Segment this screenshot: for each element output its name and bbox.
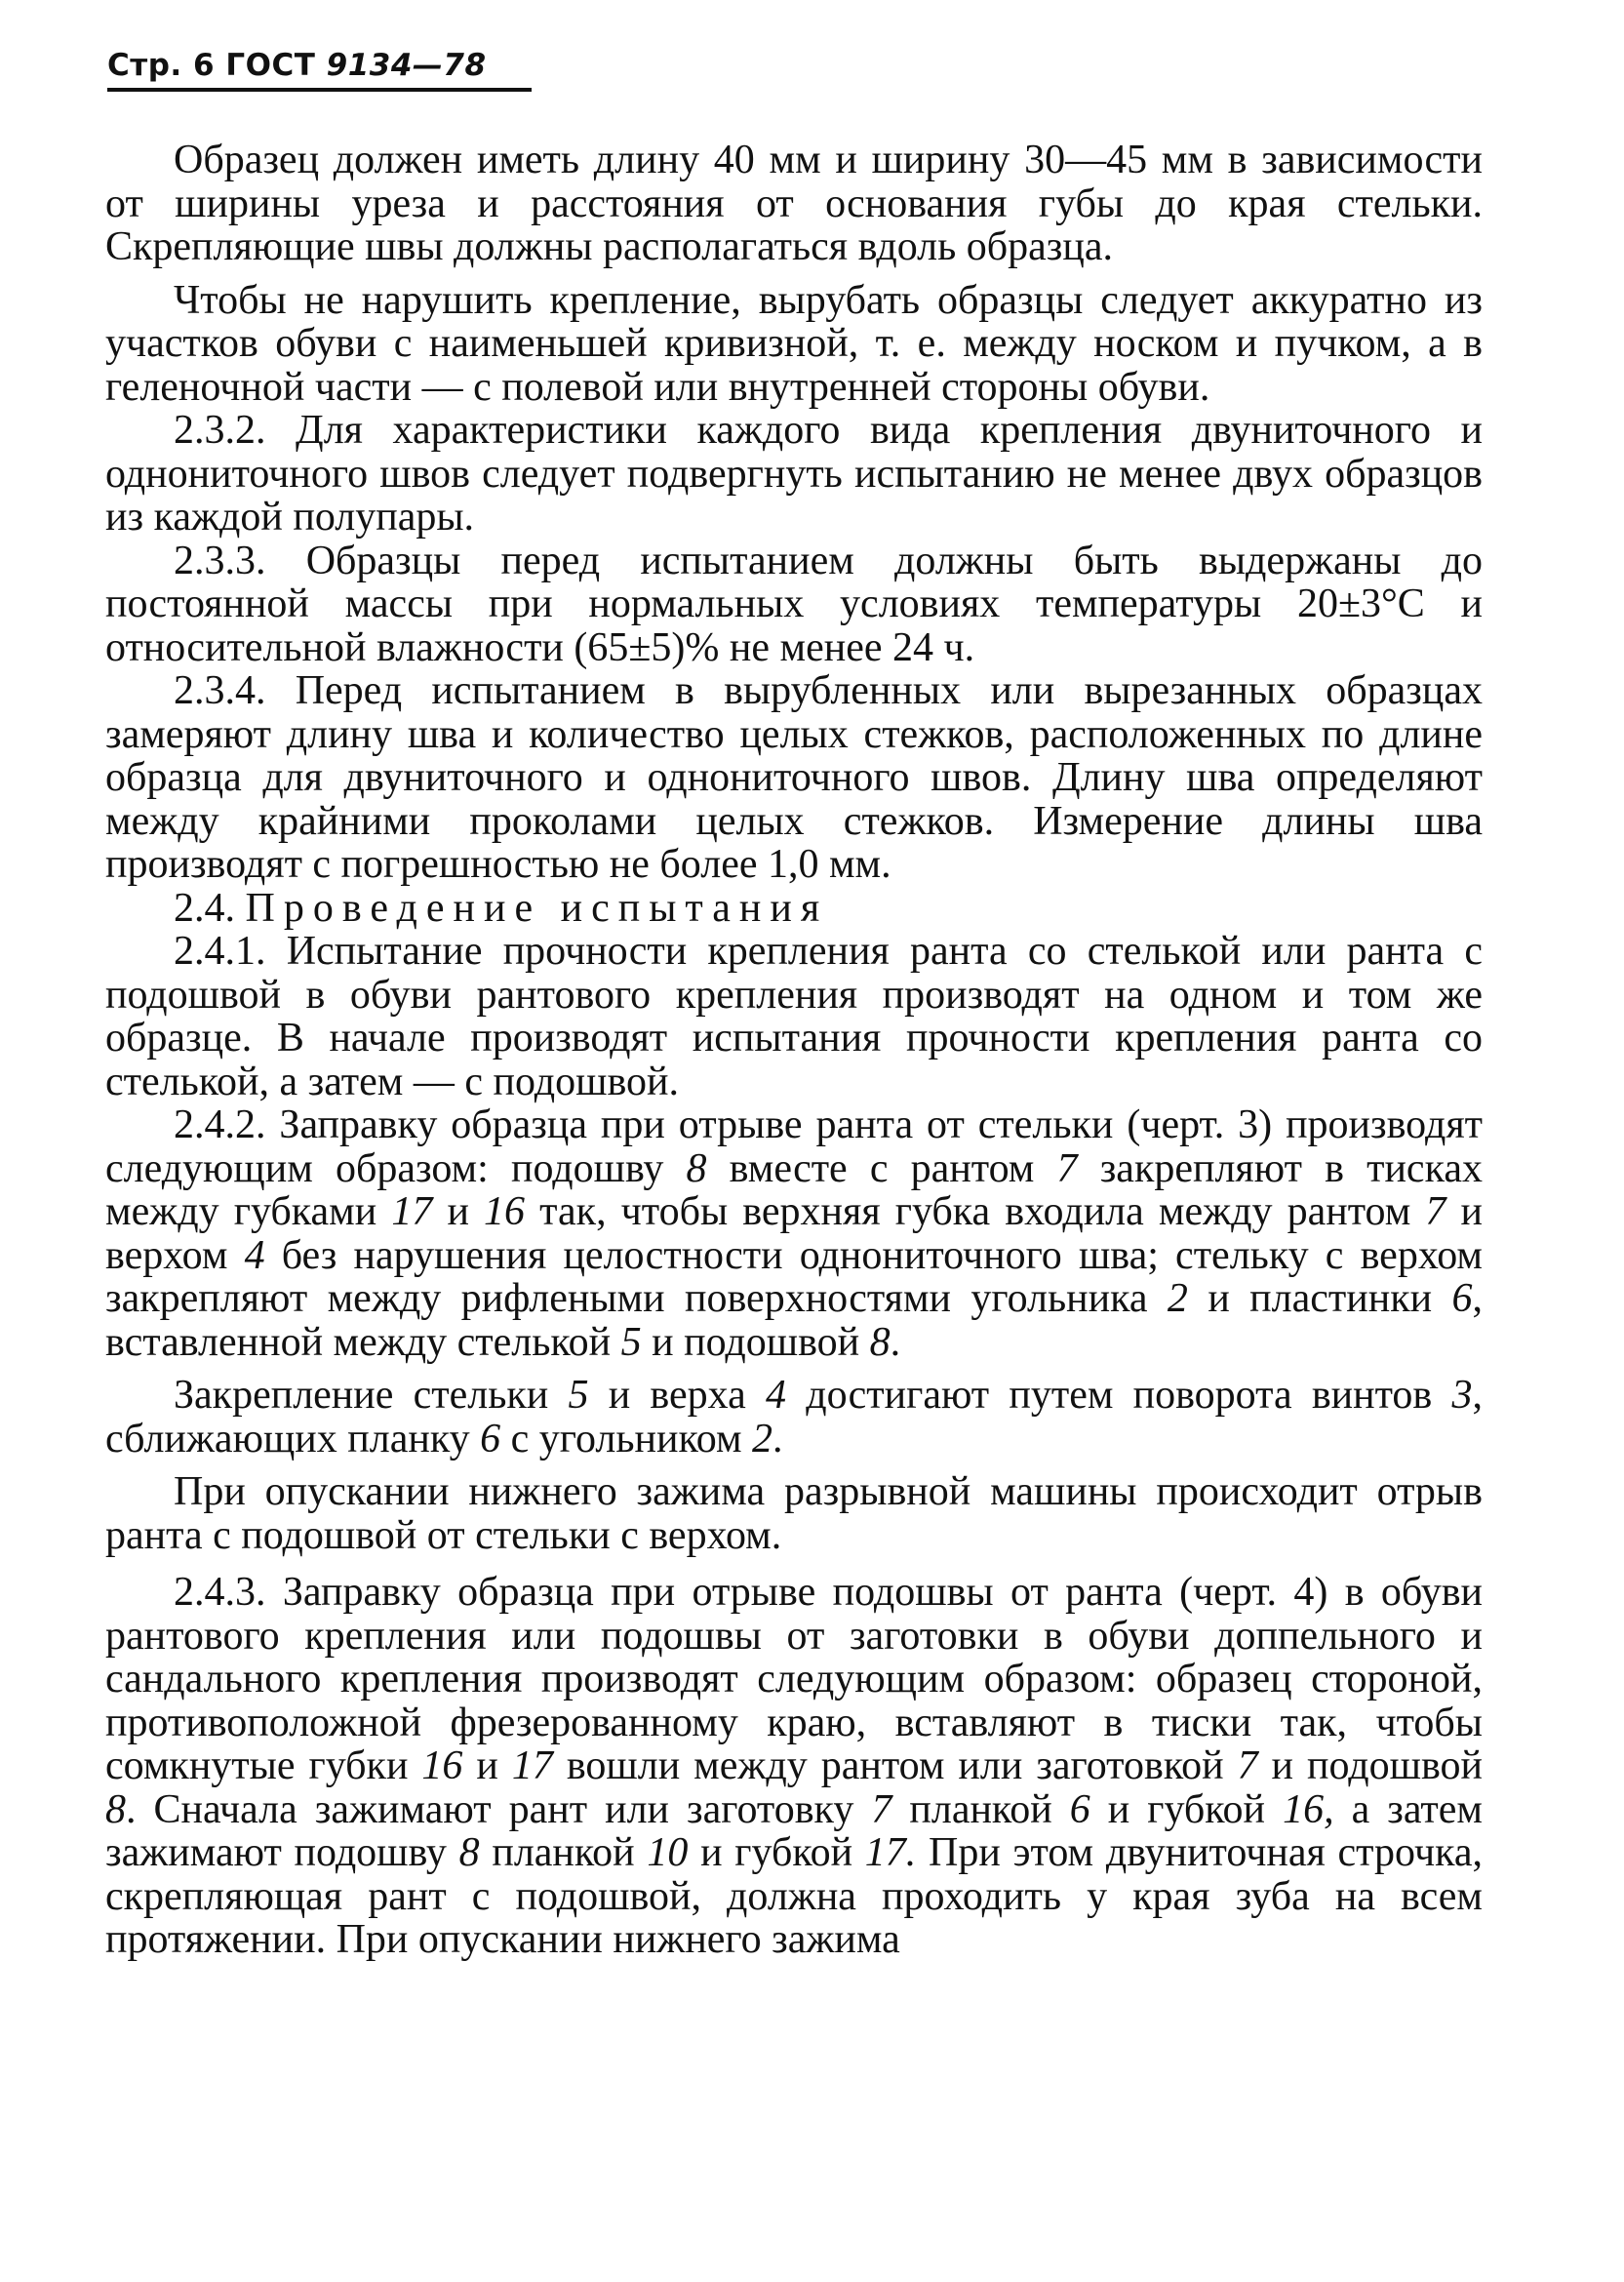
- paragraph-2-3-2: 2.3.2. Для характеристики каждого вида крепления двуниточного и однониточного швов следует подвергнуть испытанию не менее двух образцов из каждой полупары.: [105, 408, 1483, 540]
- document-body: [105, 139, 1483, 1962]
- paragraph-2-3-4: 2.3.4. Перед испытанием в вырубленных или вырезанных образцах замеряют длину шва и количество целых стежков, расположенных по длине образца для двуниточного и однониточного швов. Длину шва определяют между крайними проколами целых стежков. Измерение длины шва производят с погрешностью не более 1,0 мм.: [105, 668, 1483, 887]
- page-header: [107, 49, 532, 92]
- paragraph-cutting-samples: Чтобы не нарушить крепление, вырубать образцы следует аккуратно из участков обуви с наименьшей кривизной, т. е. между носком и пучком, а в геленочной части — с полевой или внутренней стороны обуви.: [105, 277, 1483, 410]
- section-heading-2-4: [105, 887, 1483, 931]
- paragraph-sample-size: Образец должен иметь длину 40 мм и ширину 30—45 мм в зависимости от ширины уреза и расстояния от основания губы до края стельки. Скрепляющие швы должны располагаться вдоль образца.: [105, 138, 1483, 269]
- header-prefix: Стр. 6 ГОСТ: [107, 48, 327, 83]
- paragraph-2-4-2: 2.4.2. Заправку образца при отрыве ранта от стельки (черт. 3) производят следующим образом: подошву 8 вместе с рантом 7 закрепляют в тисках между губками 17 и 16 так, чтобы верхняя губка входила между рантом 7 и верхом 4 без нарушения целостности однониточного шва; стельку с верхом закрепляют между рифлеными поверхностями угольника 2 и пластинки 6, вставленной между стелькой 5 и подошвой 8.: [105, 1102, 1483, 1365]
- paragraph-2-4-1: 2.4.1. Испытание прочности крепления ранта со стелькой или ранта с подошвой в обуви рантового крепления производят на одном и том же образце. В начале производят испытания прочности крепления ранта со стелькой, а затем — с подошвой.: [105, 929, 1483, 1104]
- paragraph-2-4-3: 2.4.3. Заправку образца при отрыве подошвы от ранта (черт. 4) в обуви рантового крепления или подошвы от заготовки в обуви доппельного и сандального крепления производят следующим образом: образец стороной, противоположной фрезерованному краю, вставляют в тиски так, чтобы сомкнутые губки 16 и 17 вошли между рантом или заготовкой 7 и подошвой 8. Сначала зажимают рант или заготовку 7 планкой 6 и губкой 16, а затем зажимают подошву 8 планкой 10 и губкой 17. При этом двуниточная строчка, скрепляющая рант с подошвой, должна проходить у края зуба на всем протяжении. При опускании нижнего зажима: [105, 1570, 1484, 1962]
- paragraph-2-3-3: 2.3.3. Образцы перед испытанием должны быть выдержаны до постоянной массы при нормальных условиях температуры 20±3°С и относительной влажности (65±5)% не менее 24 ч.: [105, 538, 1483, 670]
- paragraph-fastening: Закрепление стельки 5 и верха 4 достигают путем поворота винтов 3, сближающих планку 6 с угольником 2.: [105, 1373, 1483, 1461]
- header-standard-number: 9134—78: [326, 48, 487, 83]
- section-title: Проведение испытания: [245, 885, 829, 931]
- section-number: 2.4.: [174, 885, 235, 931]
- paragraph-lowering-clamp: При опускании нижнего зажима разрывной машины происходит отрыв ранта с подошвой от стельки с верхом.: [105, 1469, 1483, 1558]
